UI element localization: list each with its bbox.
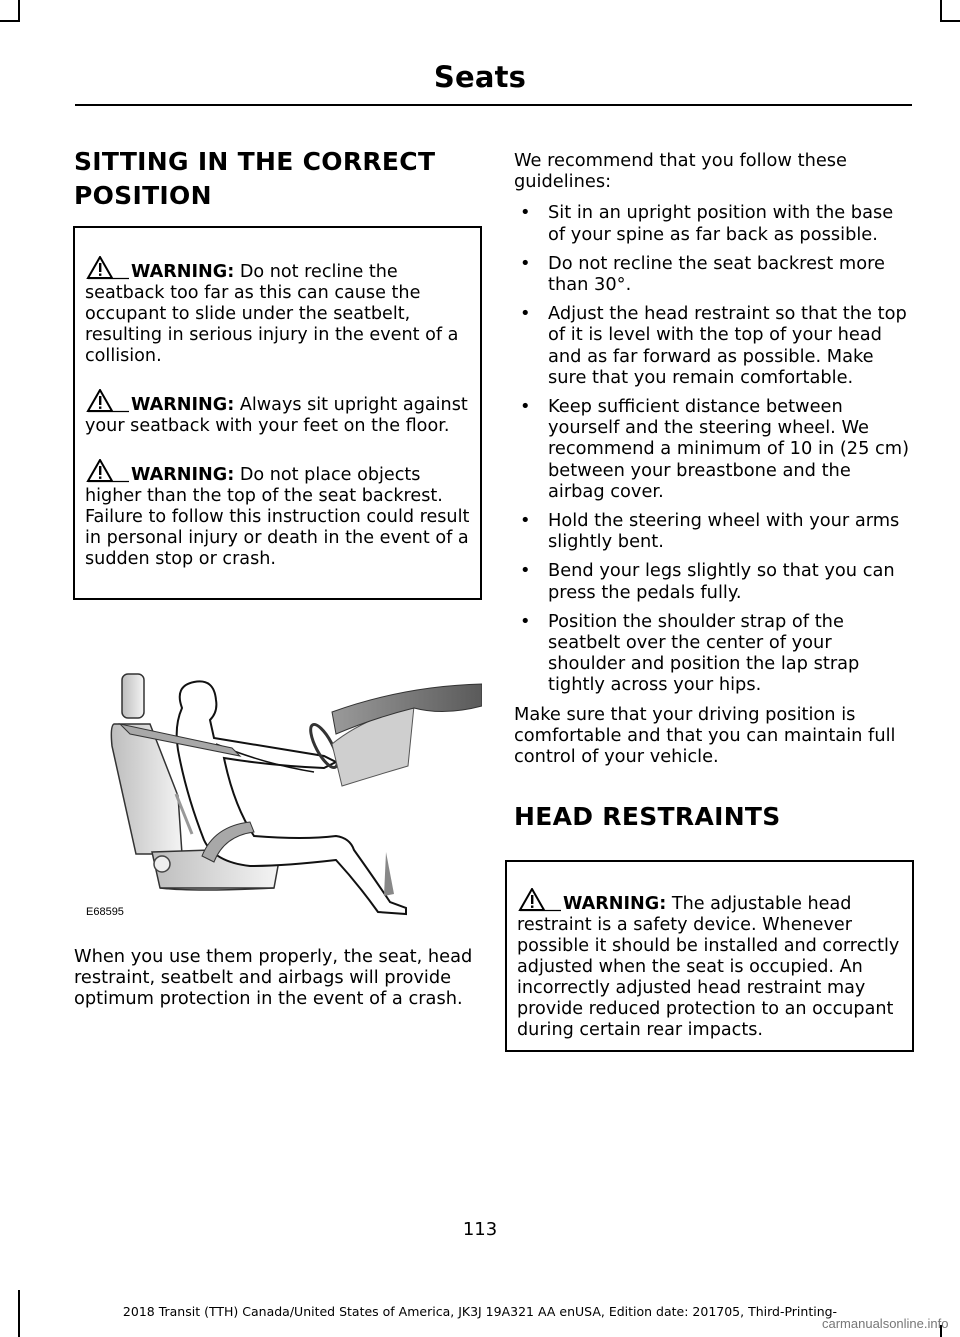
watermark: carmanualsonline.info <box>822 1316 949 1331</box>
list-item: • Bend your legs slightly so that you can press the pedals fully. <box>514 560 910 602</box>
guidelines-list <box>514 202 910 695</box>
warning-paragraph <box>85 459 470 570</box>
warning-text: Always sit upright against your seatback with your feet on the floor. <box>85 395 468 436</box>
warning-text: The adjustable head restraint is a safety device. Whenever possible it should be installed and correctly adjusted when the seat is occupied. An incorrectly adjusted head restraint may provide reduced protection to an occupant during certain rear impacts. <box>517 894 900 1040</box>
warning-paragraph <box>85 389 470 437</box>
guidelines-intro: We recommend that you follow these guidelines: <box>514 150 847 193</box>
crop-mark <box>940 0 942 22</box>
section-heading-line: SITTING IN THE CORRECT <box>74 147 436 176</box>
list-item: • Adjust the head restraint so that the top of it is level with the top of your head and as far forward as possible. Make sure that you remain comfortable. <box>514 303 910 388</box>
crop-mark <box>18 0 20 22</box>
warning-box <box>505 860 914 1052</box>
warning-label: WARNING: <box>131 395 235 415</box>
right-column <box>514 150 910 833</box>
seating-position-illustration <box>74 626 482 922</box>
warning-paragraph <box>85 256 470 367</box>
section-heading <box>74 180 482 212</box>
warning-triangle-icon <box>517 888 561 912</box>
section-heading-line: POSITION <box>74 181 212 210</box>
page-number: 113 <box>462 1219 498 1240</box>
warning-text: Do not place objects higher than the top of the seat backrest. Failure to follow this instruction could result in personal injury or death in the event of a sudden stop or crash. <box>85 465 470 569</box>
warning-text: Do not recline the seatback too far as this can cause the occupant to slide under the seatbelt, resulting in serious injury in the event of a collision. <box>85 262 459 366</box>
list-item: • Position the shoulder strap of the seatbelt over the center of your shoulder and position the lap strap tightly across your hips. <box>514 611 910 696</box>
warning-label: WARNING: <box>131 262 235 282</box>
header-divider <box>75 104 912 106</box>
list-item: • Do not recline the seat backrest more than 30°. <box>514 253 910 295</box>
warning-triangle-icon <box>85 256 129 280</box>
section-heading <box>74 146 482 178</box>
page-footer: 2018 Transit (TTH) Canada/United States of America, JK3J 19A321 AA enUSA, Edition date: 201705, Third-Printing- <box>122 1304 838 1319</box>
list-item: • Keep sufficient distance between yourself and the steering wheel. We recommend a minimum of 10 in (25 cm) between your breastbone and the airbag cover. <box>514 396 910 502</box>
warning-paragraph <box>517 888 902 1041</box>
warning-triangle-icon <box>85 389 129 413</box>
figure-id: E68595 <box>86 906 124 918</box>
crop-mark <box>940 20 960 22</box>
crop-mark <box>0 20 20 22</box>
warning-label: WARNING: <box>131 465 235 485</box>
section-heading: HEAD RESTRAINTS <box>514 802 781 832</box>
closing-paragraph: Make sure that your driving position is comfortable and that you can maintain full control of your vehicle. <box>514 703 896 768</box>
list-item: • Hold the steering wheel with your arms slightly bent. <box>514 510 910 552</box>
warning-box <box>73 226 482 600</box>
list-item: • Sit in an upright position with the base of your spine as far back as possible. <box>514 202 910 244</box>
warning-triangle-icon <box>85 459 129 483</box>
page-title: Seats <box>433 60 527 94</box>
figure-caption: When you use them properly, the seat, head restraint, seatbelt and airbags will provide optimum protection in the event of a crash. <box>74 946 473 1010</box>
warning-label: WARNING: <box>563 894 667 914</box>
